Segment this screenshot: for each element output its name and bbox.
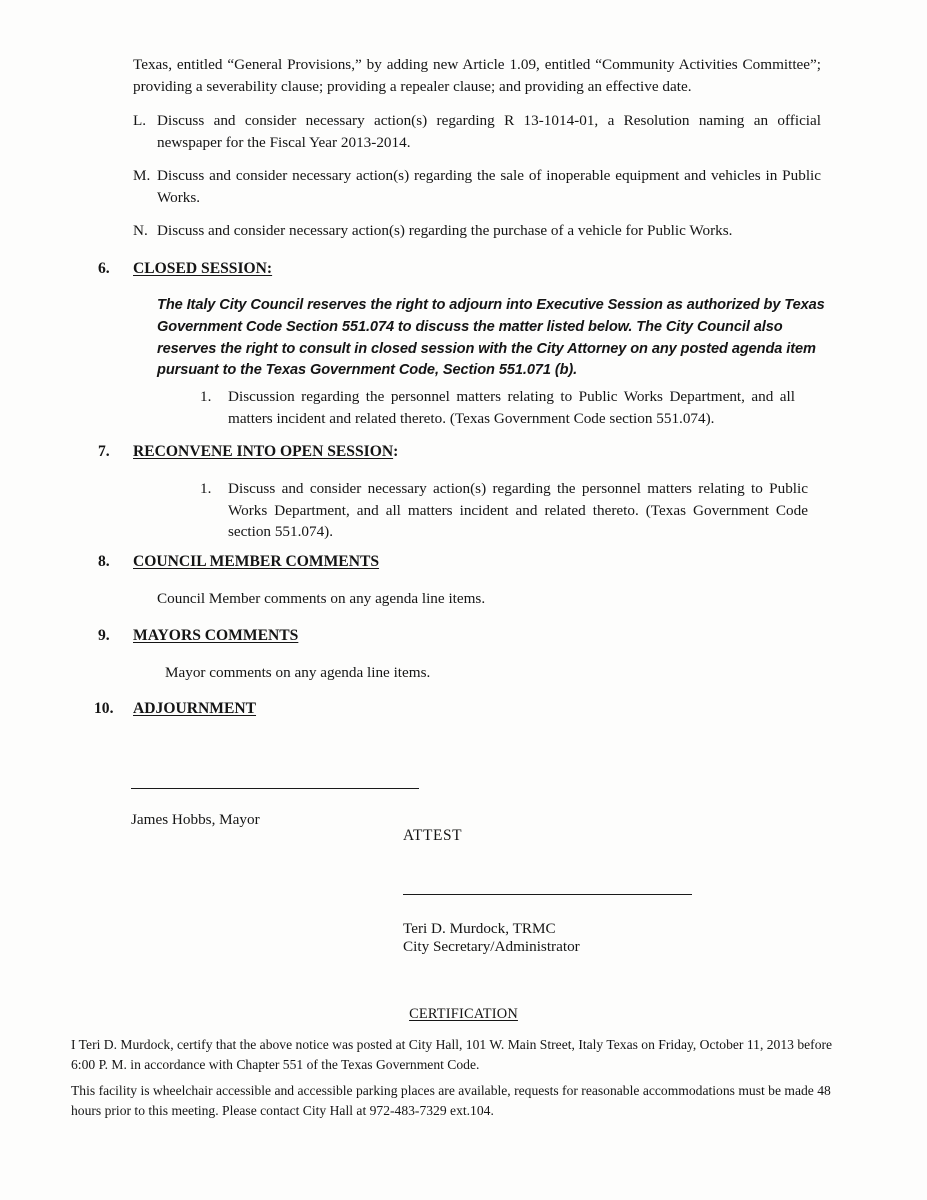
continuation-paragraph-text: Texas, entitled “General Provisions,” by adding new Article 1.09, entitled “Community Activities Committee”; providing a severability clause; providing a repealer clause; and providing an effective date.: [133, 56, 821, 95]
section-6-title: CLOSED SESSION:: [133, 260, 273, 277]
section-8-body: [157, 588, 817, 610]
secretary-signature-title: [403, 918, 803, 956]
section-8-body-text: Council Member comments on any agenda line items.: [157, 590, 486, 607]
section-7-title-suffix: :: [393, 443, 399, 460]
section-7-title: RECONVENE INTO OPEN SESSION: [133, 443, 394, 460]
section-9-number: 9.: [98, 627, 110, 644]
accessibility-paragraph-text: This facility is wheelchair accessible and accessible parking places are available, requests for reasonable accommodations must be made 48 hours prior to this meeting. Please contact City Hall at 972-483-7329 ext.104.: [71, 1083, 831, 1118]
closed-session-item-1-marker: 1.: [200, 388, 212, 405]
agenda-item-n: [133, 220, 821, 242]
section-7-reconvene: [98, 441, 798, 462]
section-10-title: ADJOURNMENT: [133, 700, 257, 717]
agenda-item-m: [133, 165, 821, 208]
continuation-paragraph: [133, 54, 821, 97]
agenda-item-n-text: Discuss and consider necessary action(s) regarding the purchase of a vehicle for Public Works.: [157, 222, 733, 239]
section-9-body-text: Mayor comments on any agenda line items.: [165, 664, 431, 681]
section-6-closed-session: [98, 258, 798, 279]
closed-session-item-1: [200, 386, 795, 429]
agenda-item-m-text: Discuss and consider necessary action(s) regarding the sale of inoperable equipment and vehicles in Public Works.: [157, 167, 821, 206]
section-8-number: 8.: [98, 553, 110, 570]
section-9-mayors-comments: [98, 625, 798, 646]
accessibility-paragraph: [71, 1081, 843, 1120]
section-6-number: 6.: [98, 260, 110, 277]
certification-heading: [0, 1005, 927, 1023]
certification-paragraph: [71, 1035, 843, 1074]
agenda-item-l-marker: L.: [133, 112, 147, 129]
agenda-item-n-marker: N.: [133, 222, 148, 239]
reconvene-item-1-marker: 1.: [200, 480, 212, 497]
mayor-signature-name: [131, 791, 451, 829]
secretary-signature-line: [403, 894, 692, 895]
agenda-item-l-text: Discuss and consider necessary action(s) regarding R 13-1014-01, a Resolution naming an official newspaper for the Fiscal Year 2013-2014.: [157, 112, 821, 151]
section-8-title: COUNCIL MEMBER COMMENTS: [133, 553, 380, 570]
certification-heading-text: CERTIFICATION: [409, 1006, 518, 1022]
attest-label: [403, 826, 462, 845]
closed-session-item-1-text: Discussion regarding the personnel matters relating to Public Works Department, and all matters incident and related thereto. (Texas Government Code section 551.074).: [228, 388, 795, 427]
section-10-number: 10.: [94, 700, 114, 717]
section-9-body: [165, 662, 825, 684]
mayor-signature-line: [131, 788, 419, 789]
section-7-number: 7.: [98, 443, 110, 460]
agenda-item-l: [133, 110, 821, 153]
closed-session-notice: [157, 295, 829, 382]
attest-label-text: ATTEST: [403, 827, 463, 844]
section-9-title: MAYORS COMMENTS: [133, 627, 299, 644]
closed-session-notice-text: The Italy City Council reserves the right to adjourn into Executive Session as authorized by Texas Government Code Section 551.074 to discuss the matter listed below. The City Council also reserves the right to consult in closed session with the City Attorney on any posted agenda item pursuant to the Texas Government Code, Section 551.071 (b).: [157, 297, 825, 379]
section-10-adjournment: [94, 698, 794, 719]
secretary-name-text: Teri D. Murdock, TRMC: [403, 920, 556, 937]
reconvene-item-1: [200, 478, 808, 543]
certification-paragraph-text: I Teri D. Murdock, certify that the above notice was posted at City Hall, 101 W. Main Street, Italy Texas on Friday, October 11, 2013 before 6:00 P. M. in accordance with Chapter 551 of the Texas Government Code.: [71, 1037, 833, 1072]
secretary-title-text: City Secretary/Administrator: [403, 938, 580, 955]
reconvene-item-1-text: Discuss and consider necessary action(s) regarding the personnel matters relating to Public Works Department, and all matters incident and related thereto. (Texas Government Code section 551.074).: [228, 480, 808, 540]
agenda-item-m-marker: M.: [133, 167, 151, 184]
section-8-council-member-comments: [98, 551, 798, 572]
mayor-signature-name-text: James Hobbs, Mayor: [131, 811, 260, 828]
